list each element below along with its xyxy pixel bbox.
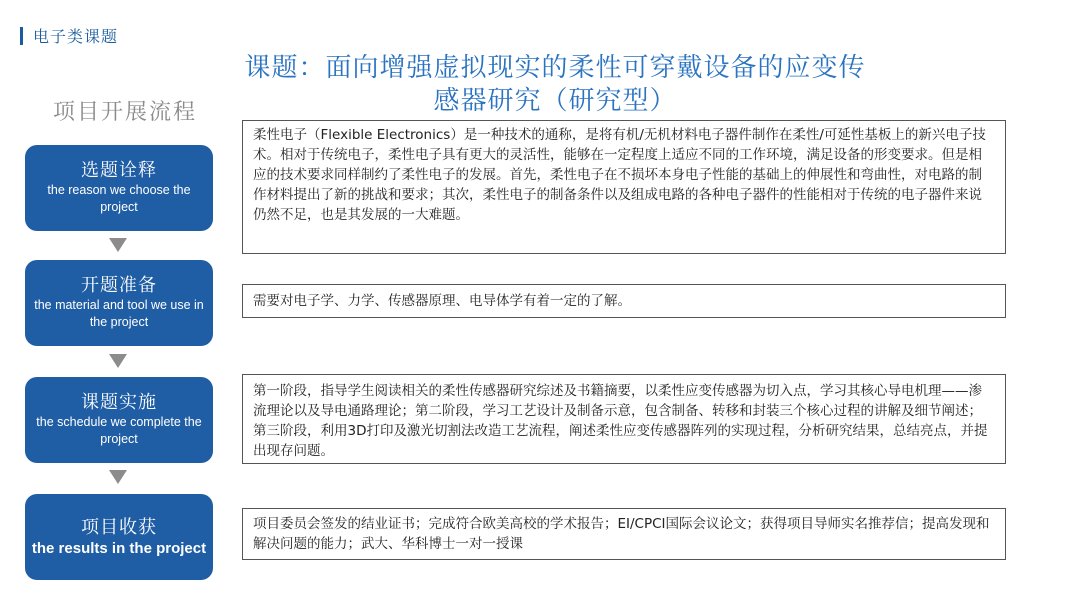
- page-title: [230, 52, 880, 118]
- arrow-down-icon: [109, 238, 127, 252]
- step-results-description: 项目委员会签发的结业证书；完成符合欧美高校的学术报告；EI/CPCI国际会议论文；获得项目导师实名推荐信；提高发现和解决问题的能力；武大、华科博士一对一授课: [242, 508, 1006, 560]
- step-results-en: the results in the project: [31, 539, 207, 557]
- step-implementation-en: the schedule we complete the project: [36, 415, 202, 446]
- step-results: [25, 494, 213, 580]
- page-title-line-2: 感器研究（研究型）: [433, 86, 677, 116]
- page-title-line-1: 课题：面向增强虚拟现实的柔性可穿戴设备的应变传: [244, 53, 866, 83]
- step-preparation-description: 需要对电子学、力学、传感器原理、电导体学有着一定的了解。: [242, 284, 1006, 318]
- flow-title: 项目开展流程: [52, 100, 197, 125]
- step-implementation: [25, 377, 213, 463]
- arrow-down-icon: [109, 470, 127, 484]
- step-reason-description: 柔性电子（Flexible Electronics）是一种技术的通称，是将有机/无机材料电子器件制作在柔性/可延性基板上的新兴电子技术。相对于传统电子，柔性电子具有更大的灵活性，能够在一定程度上适应不同的工作环境，满足设备的形变要求。但是相应的技术要求同样制约了柔性电子的发展。首先，柔性电子在不损坏本身电子性能的基础上的伸展性和弯曲性，对电路的制作材料提出了新的挑战和要求；其次，柔性电子的制备条件以及组成电路的各种电子器件的性能相对于传统的电子器件来说仍然不足，也是其发展的一大难题。: [242, 120, 1006, 254]
- section-tag: [20, 24, 118, 47]
- arrow-down-icon: [109, 354, 127, 368]
- step-reason: [25, 145, 213, 231]
- step-reason-en: the reason we choose the project: [47, 183, 191, 214]
- step-results-cn: 项目收获: [81, 516, 157, 538]
- step-preparation: [25, 260, 213, 346]
- step-preparation-cn: 开题准备: [81, 275, 157, 296]
- step-implementation-description: 第一阶段，指导学生阅读相关的柔性传感器研究综述及书籍摘要，以柔性应变传感器为切入点，学习其核心导电机理——渗流理论以及导电通路理论；第二阶段，学习工艺设计及制备示意，包含制备、转移和封装三个核心过程的讲解及细节阐述；第三阶段，利用3D打印及激光切割法改造工艺流程，阐述柔性应变传感器阵列的实现过程，分析研究结果，总结亮点，并提出现存问题。: [242, 374, 1006, 464]
- section-tag-bar: [20, 27, 23, 45]
- step-preparation-en: the material and tool we use in the project: [34, 298, 204, 329]
- step-implementation-cn: 课题实施: [81, 392, 157, 413]
- step-reason-cn: 选题诠释: [81, 160, 157, 181]
- section-tag-label: 电子类课题: [33, 27, 119, 46]
